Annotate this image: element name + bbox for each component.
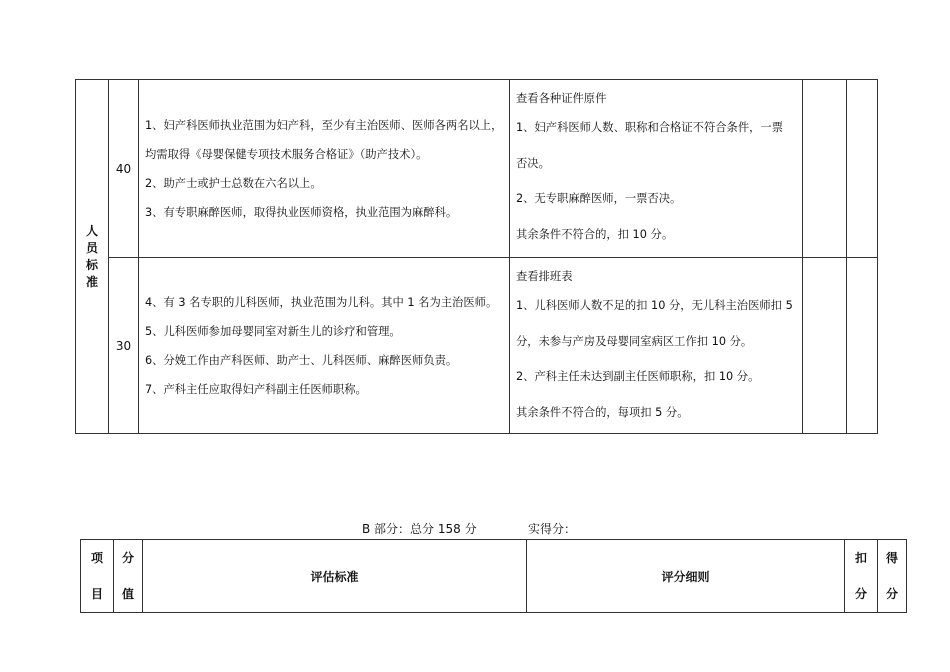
score-cell: 40 (109, 80, 139, 258)
section-b-header-table (80, 539, 907, 613)
standard-line: 5、儿科医师参加母婴同室对新生儿的诊疗和管理。 (145, 324, 401, 338)
detail-line: 1、妇产科医师人数、职称和合格证不符合条件，一票 (516, 121, 784, 134)
section-b-earned-caption: 实得分： (528, 522, 577, 536)
header-standard: 评估标准 (143, 540, 527, 613)
detail-line: 其余条件不符合的，扣 10 分。 (516, 227, 674, 241)
table-row (76, 80, 878, 258)
header-char: 扣 (854, 551, 867, 565)
standard-line: 4、有 3 名专职的儿科医师，执业范围为儿科。其中 1 名为主治医师。 (145, 295, 498, 309)
header-deduct (845, 540, 878, 613)
header-char: 得 (885, 551, 898, 565)
earned-cell (847, 80, 878, 258)
detail-line: 其余条件不符合的，每项扣 5 分。 (516, 405, 689, 419)
standard-cell (139, 258, 510, 434)
detail-line: 2、产科主任未达到副主任医师职称，扣 10 分。 (516, 370, 760, 383)
detail-line: 查看排班表 (516, 270, 573, 283)
detail-line: 1、儿科医师人数不足的扣 10 分，无儿科主治医师扣 5 (516, 299, 793, 312)
deduct-cell (803, 80, 847, 258)
detail-line: 2、无专职麻醉医师，一票否决。 (516, 192, 682, 205)
detail-line: 否决。 (516, 156, 550, 170)
header-char: 值 (121, 587, 134, 601)
earned-cell (847, 258, 878, 434)
header-detail: 评分细则 (527, 540, 845, 613)
category-cell (76, 80, 109, 434)
header-char: 项 (90, 551, 103, 565)
header-char: 分 (885, 587, 898, 601)
standard-line: 2、助产士或护士总数在六名以上。 (145, 176, 322, 190)
detail-cell (510, 258, 803, 434)
header-earned (878, 540, 907, 613)
standard-cell (139, 80, 510, 258)
deduct-cell (803, 258, 847, 434)
standard-line: 7、产科主任应取得妇产科副主任医师职称。 (145, 382, 367, 396)
category-char: 人 (85, 223, 98, 238)
standard-line: 1、妇产科医师执业范围为妇产科，至少有主治医师、医师各两名以上， (145, 118, 503, 132)
category-char: 员 (85, 240, 98, 255)
section-a-table (75, 79, 878, 434)
standard-line: 3、有专职麻醉医师，取得执业医师资格，执业范围为麻醉科。 (145, 205, 458, 219)
header-value (114, 540, 143, 613)
detail-line: 查看各种证件原件 (516, 92, 607, 105)
category-char: 准 (85, 274, 98, 289)
header-char: 分 (121, 551, 134, 565)
standard-line: 6、分娩工作由产科医师、助产士、儿科医师、麻醉医师负责。 (145, 353, 458, 367)
category-char: 标 (85, 257, 98, 272)
header-char: 分 (854, 587, 867, 601)
header-row (81, 540, 907, 613)
header-char: 目 (90, 587, 103, 601)
score-cell: 30 (109, 258, 139, 434)
section-b-total-caption: B 部分：总分 158 分 (362, 522, 477, 536)
standard-line: 均需取得《母婴保健专项技术服务合格证》（助产技术）。 (145, 147, 428, 161)
detail-line: 分，未参与产房及母婴同室病区工作扣 10 分。 (516, 334, 753, 348)
detail-cell (510, 80, 803, 258)
header-item (81, 540, 114, 613)
table-row (76, 258, 878, 434)
